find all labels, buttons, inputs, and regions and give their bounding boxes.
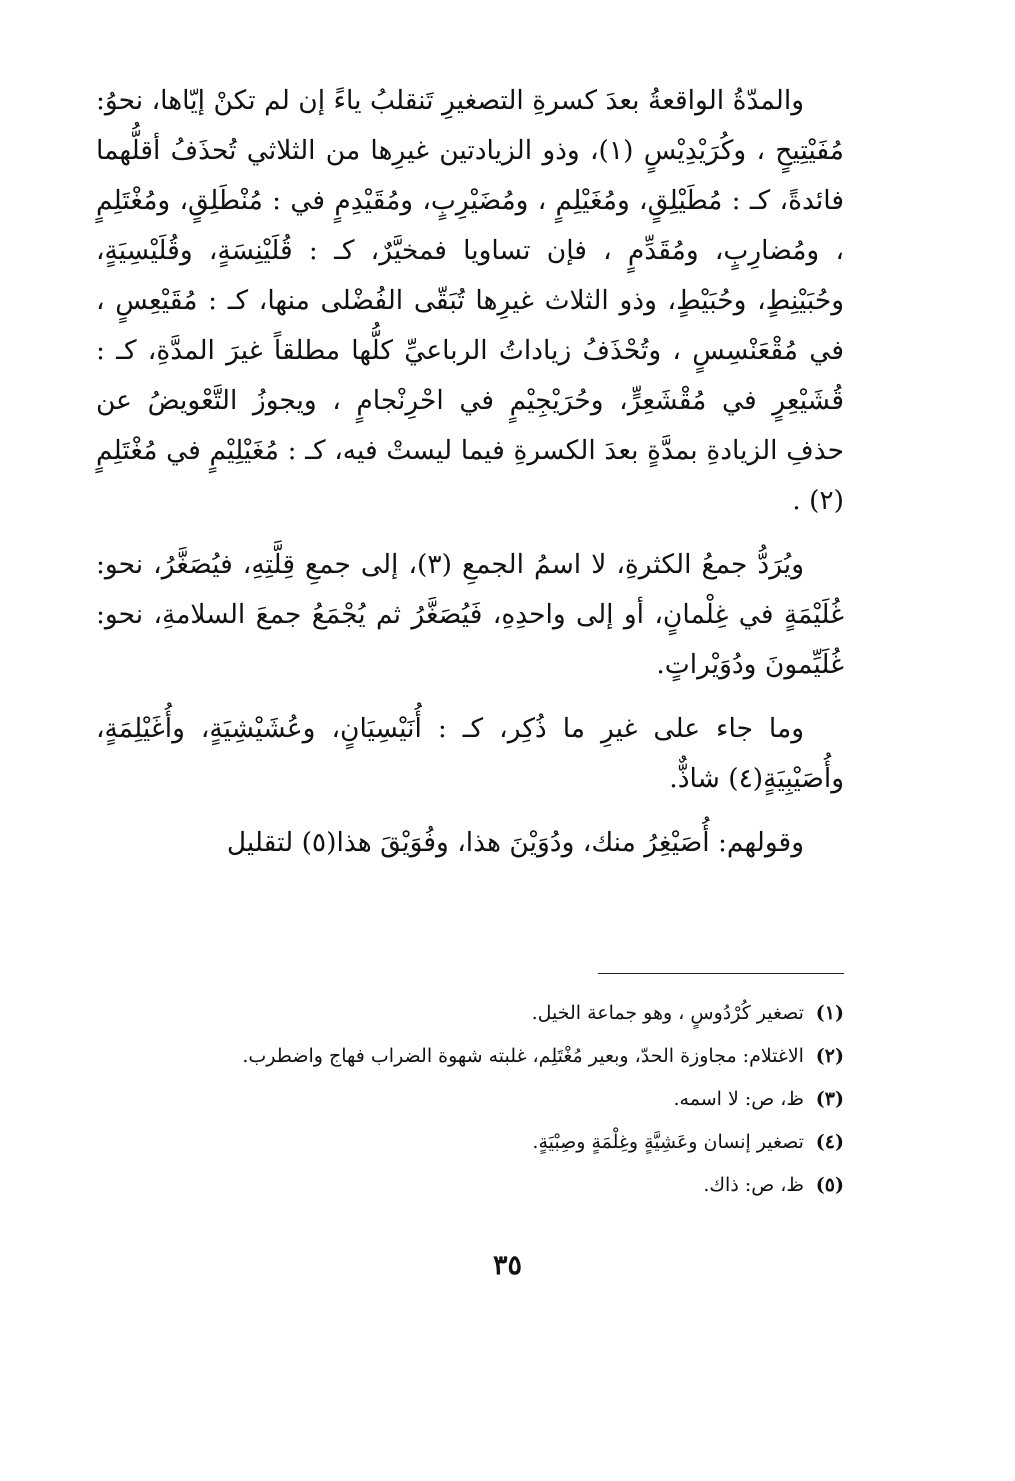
footnote-text: تصغير كُرْدُوسٍ ، وهو جماعة الخيل. [531,1002,804,1024]
footnote-text: تصغير إنسان وعَشِيَّةٍ وغِلْمَةٍ وصِبْيَةٍ. [532,1131,804,1153]
footnote-text: ظ، ص: ذاك. [703,1174,804,1196]
footnote-item [120,992,844,1035]
paragraph-continuation: وقولهم: أُصَيْغِرُ منك، ودُوَيْنَ هذا، وفُوَيْقَ هذا(٥) لتقليل [226,827,804,858]
footnote-text: ظ، ص: لا اسمه. [673,1088,804,1110]
paragraph-diminutive-rules: والمدّةُ الواقعةُ بعدَ كسرةِ التصغيرِ تَنقلبُ ياءً إن لم تكنْ إيّاها، نحوُ: مُفَيْتِيحٍ ، وكُرَيْدِيْسٍ (١)، وذو الزيادتين غيرِها من الثلاثي تُحذَفُ أقلُّهما فائدةً، كـ : مُطَيْلِقٍ، ومُغَيْلِمٍ ، ومُضَيْرِبٍ، ومُقَيْدِمٍ في : مُنْطَلِقٍ، ومُغْتَلِمٍ ، ومُضارِبٍ، ومُقَدِّمٍ ، فإن تساويا فمخيَّرٌ، كـ : قُلَيْنِسَةٍ، وقُلَيْسِيَةٍ، وحُبَيْنِطٍ، وحُبَيْطٍ، وذو الثلاث غيرِها تُبَقّى الفُضْلى منها، كـ : مُقَيْعِسٍ ، في مُقْعَنْسِسٍ ، وتُحْذَفُ زياداتُ الرباعيِّ كلُّها مطلقاً غيرَ المدَّةِ، كـ : قُشَيْعِرٍ في مُقْشَعِرٍّ، وحُرَيْجِيْمٍ في احْرِنْجامٍ ، ويجوزُ التَّعْويضُ عن حذفِ الزيادةِ بمدَّةٍ بعدَ الكسرةِ فيما ليستْ فيه، كـ : مُغَيْلِيْمٍ في مُغْتَلِمٍ (٢) . [96,85,844,516]
footnotes [120,992,844,1207]
footnote-item [120,1121,844,1164]
footnote-text: الاغتلام: مجاوزة الحدّ، وبعير مُغْتَلِم، غلبته شهوة الضراب فهاج واضطرب. [242,1045,804,1067]
footnote-item [120,1164,844,1207]
paragraph-plural-diminutive: ويُرَدُّ جمعُ الكثرةِ، لا اسمُ الجمعِ (٣)، إلى جمعِ قِلَّتِهِ، فيُصَغَّرُ، نحو: غُلَيْمَةٍ في غِلْمانٍ، أو إلى واحدِهِ، فَيُصَغَّرُ ثم يُجْمَعُ جمعَ السلامةِ، نحو: غُلَيِّمونَ ودُوَيْراتٍ. [96,549,844,680]
footnote-number: (٤) [815,1131,844,1153]
footnote-number: (٥) [815,1174,844,1196]
footnote-item [120,1035,844,1078]
footnote-number: (٢) [815,1045,844,1067]
main-text [96,76,844,868]
footnote-separator [598,973,844,974]
footnote-number: (١) [815,1002,844,1024]
paragraph-irregular-forms: وما جاء على غيرِ ما ذُكِر، كـ : أُنَيْسِيَانٍ، وعُشَيْشِيَةٍ، وأُغَيْلِمَةٍ، وأُصَيْبِيَةٍ(٤) شاذٌّ. [96,713,844,794]
footnote-item [120,1078,844,1121]
page-number: ٣٥ [492,1250,522,1281]
footnote-number: (٣) [815,1088,844,1110]
